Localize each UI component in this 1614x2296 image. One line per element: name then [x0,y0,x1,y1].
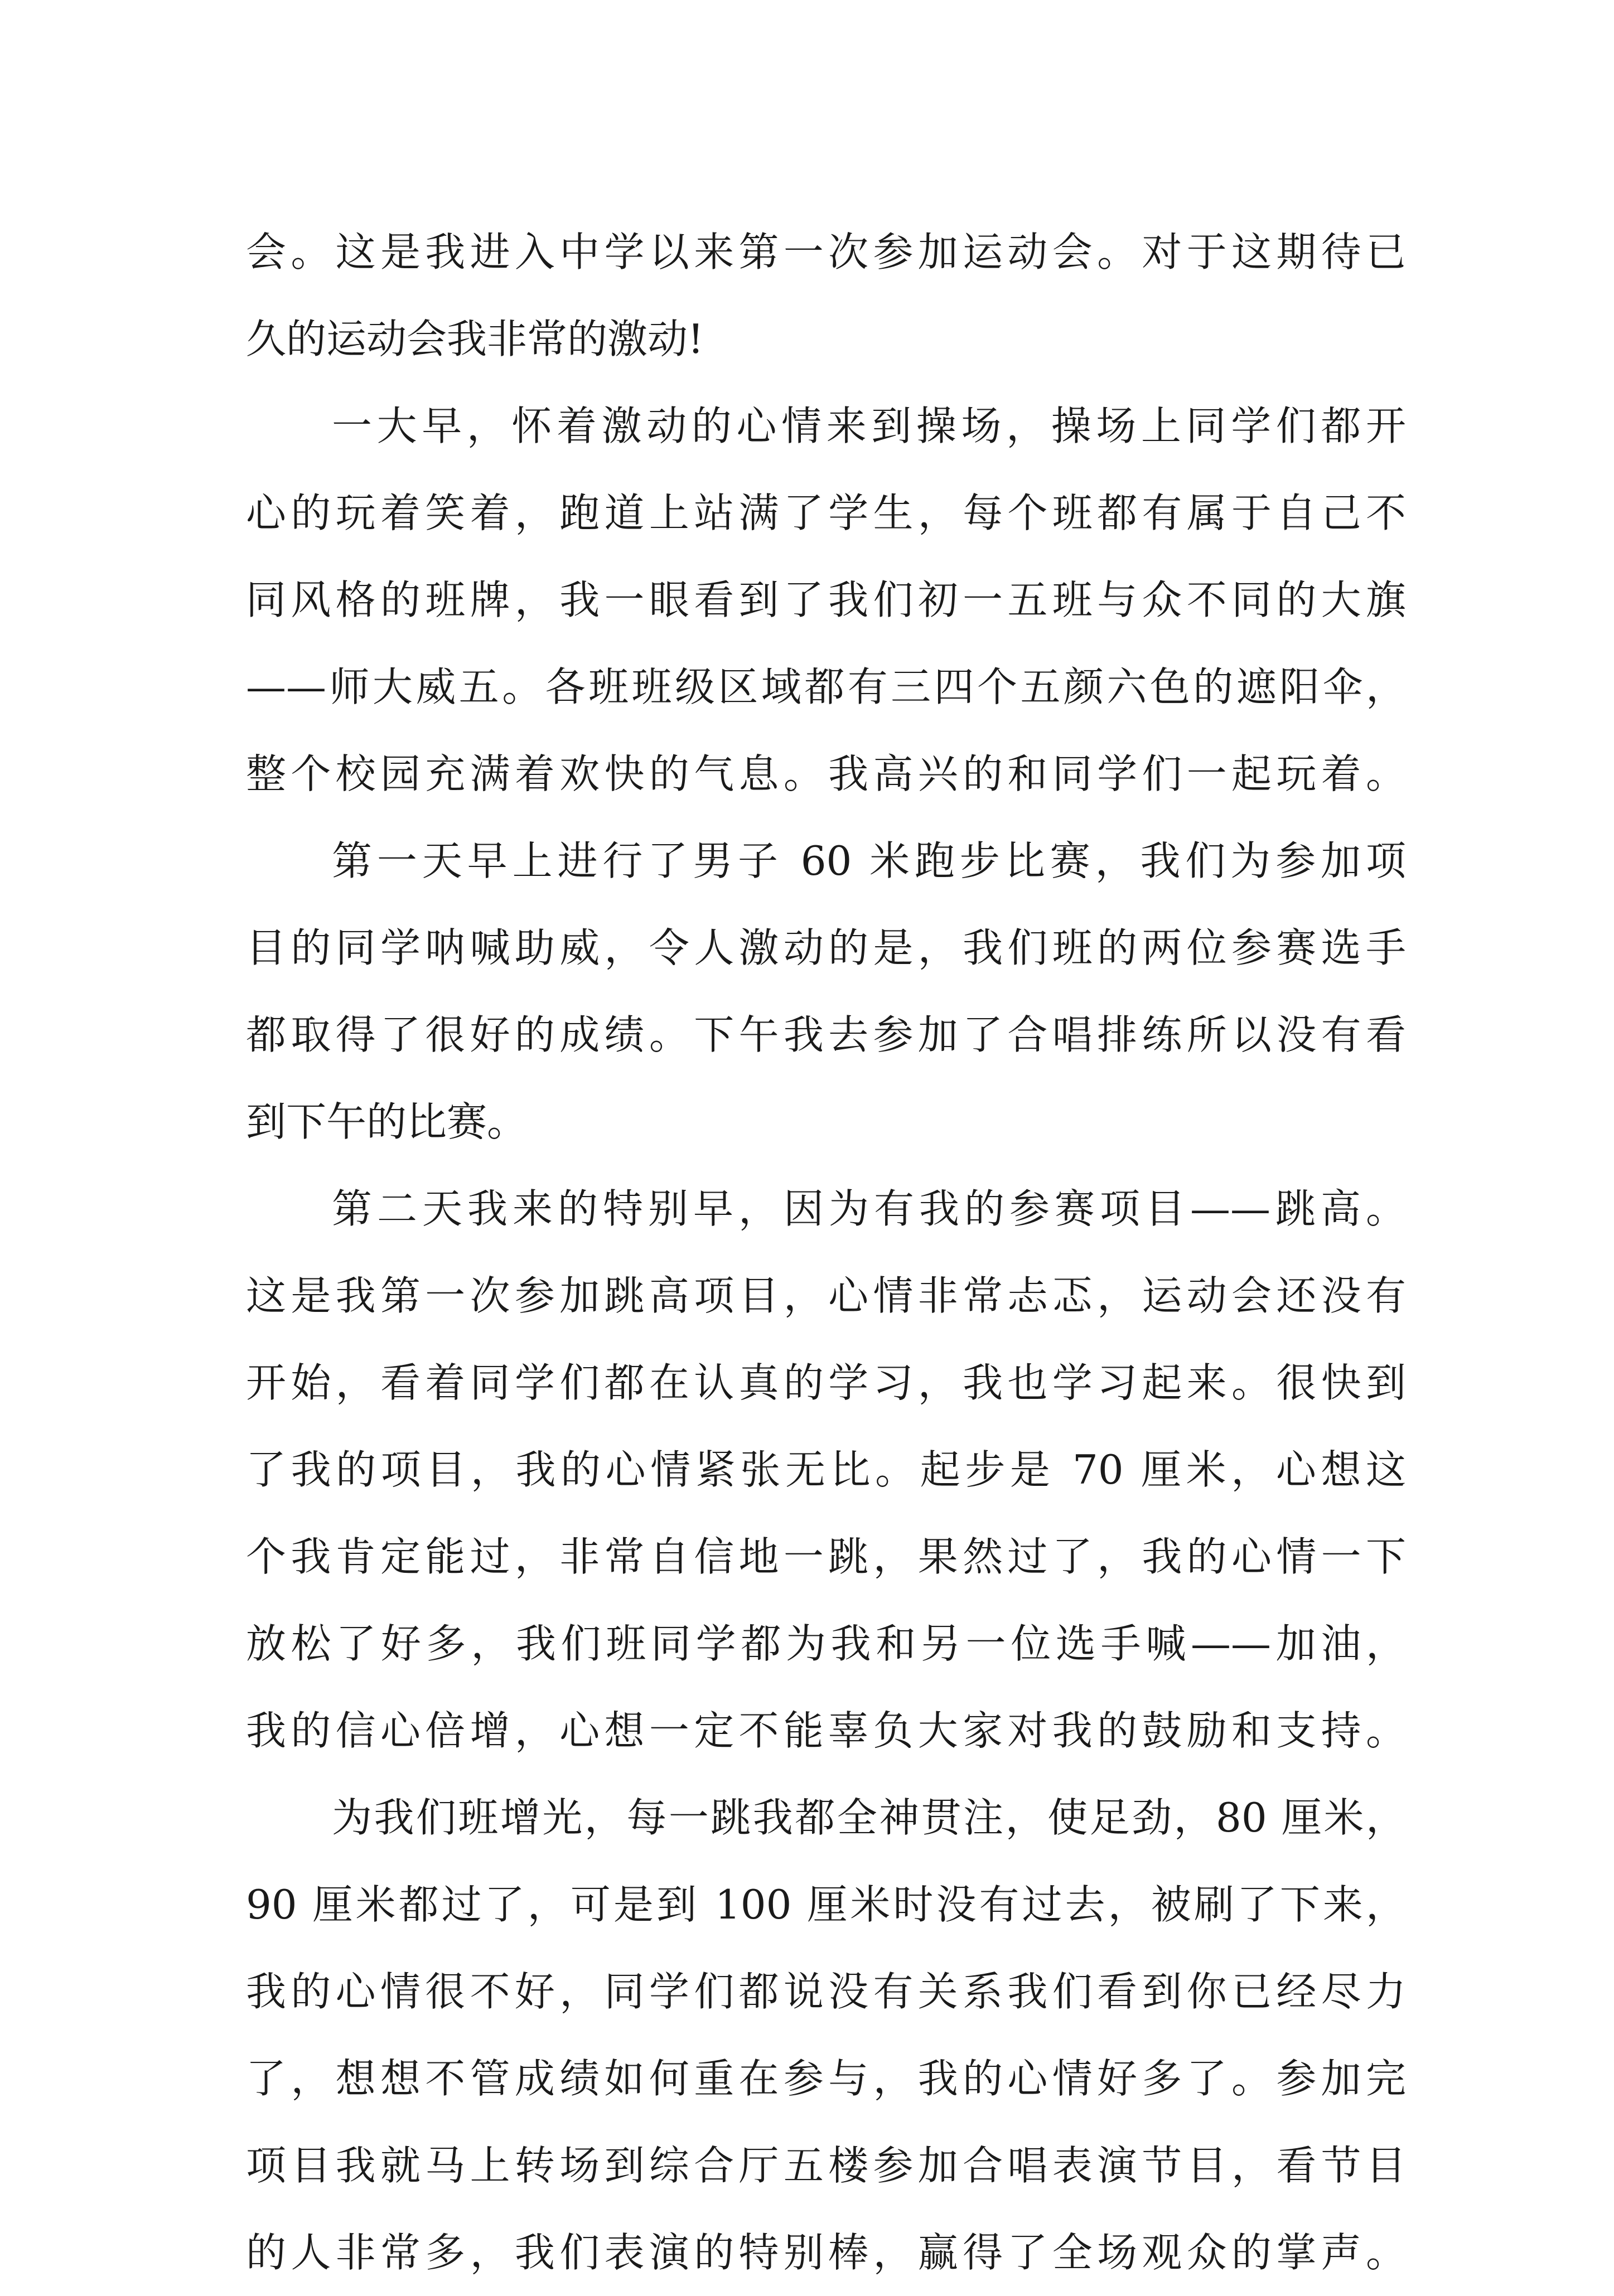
text-line: 整个校园充满着欢快的气息。我高兴的和同学们一起玩着。 [246,750,1406,797]
text-line: 我的心情很不好，同学们都说没有关系我们看到你已经尽力 [246,1968,1406,2015]
text-line: 同风格的班牌，我一眼看到了我们初一五班与众不同的大旗 [246,577,1406,623]
text-line: 一大早，怀着激动的心情来到操场，操场上同学们都开 [332,403,1406,449]
paragraph-5 [246,1774,1406,2296]
text-line: 了，想想不管成绩如何重在参与，我的心情好多了。参加完 [246,2055,1406,2102]
text-line: 的人非常多，我们表演的特别棒，赢得了全场观众的掌声。 [246,2229,1406,2276]
text-line: 目的同学呐喊助威，令人激动的是，我们班的两位参赛选手 [246,924,1406,971]
text-line: 为我们班增光，每一跳我都全神贯注，使足劲，80 厘米， [332,1794,1406,1841]
paragraph-4 [246,1165,1406,1774]
text-line: 个我肯定能过，非常自信地一跳，果然过了，我的心情一下 [246,1533,1406,1580]
paragraph-2 [246,382,1406,817]
text-line: 到下午的比赛。 [246,1098,528,1145]
text-line: 会。这是我进入中学以来第一次参加运动会。对于这期待已 [246,229,1406,275]
paragraph-1 [246,209,1406,382]
text-line: 90 厘米都过了，可是到 100 厘米时没有过去，被刷了下来， [246,1881,1406,1928]
paragraph-3 [246,817,1406,1165]
text-line: 项目我就马上转场到综合厅五楼参加合唱表演节目，看节目 [246,2142,1406,2189]
text-line: 都取得了很好的成绩。下午我去参加了合唱排练所以没有看 [246,1011,1406,1058]
text-line: 久的运动会我非常的激动! [246,316,704,362]
text-line: 第一天早上进行了男子 60 米跑步比赛，我们为参加项 [332,837,1406,884]
body-text [246,209,1406,2296]
text-line: 放松了好多，我们班同学都为我和另一位选手喊——加油， [246,1620,1406,1667]
text-line: 了我的项目，我的心情紧张无比。起步是 70 厘米，心想这 [246,1446,1406,1493]
text-line: 我的信心倍增，心想一定不能辜负大家对我的鼓励和支持。 [246,1707,1406,1754]
text-line: 开始，看着同学们都在认真的学习，我也学习起来。很快到 [246,1359,1406,1406]
text-line: 心的玩着笑着，跑道上站满了学生，每个班都有属于自己不 [246,490,1406,536]
text-line: 第二天我来的特别早，因为有我的参赛项目——跳高。 [332,1185,1406,1232]
text-line: 这是我第一次参加跳高项目，心情非常忐忑，运动会还没有 [246,1272,1406,1319]
text-line: ——师大威五。各班班级区域都有三四个五颜六色的遮阳伞， [246,663,1406,710]
